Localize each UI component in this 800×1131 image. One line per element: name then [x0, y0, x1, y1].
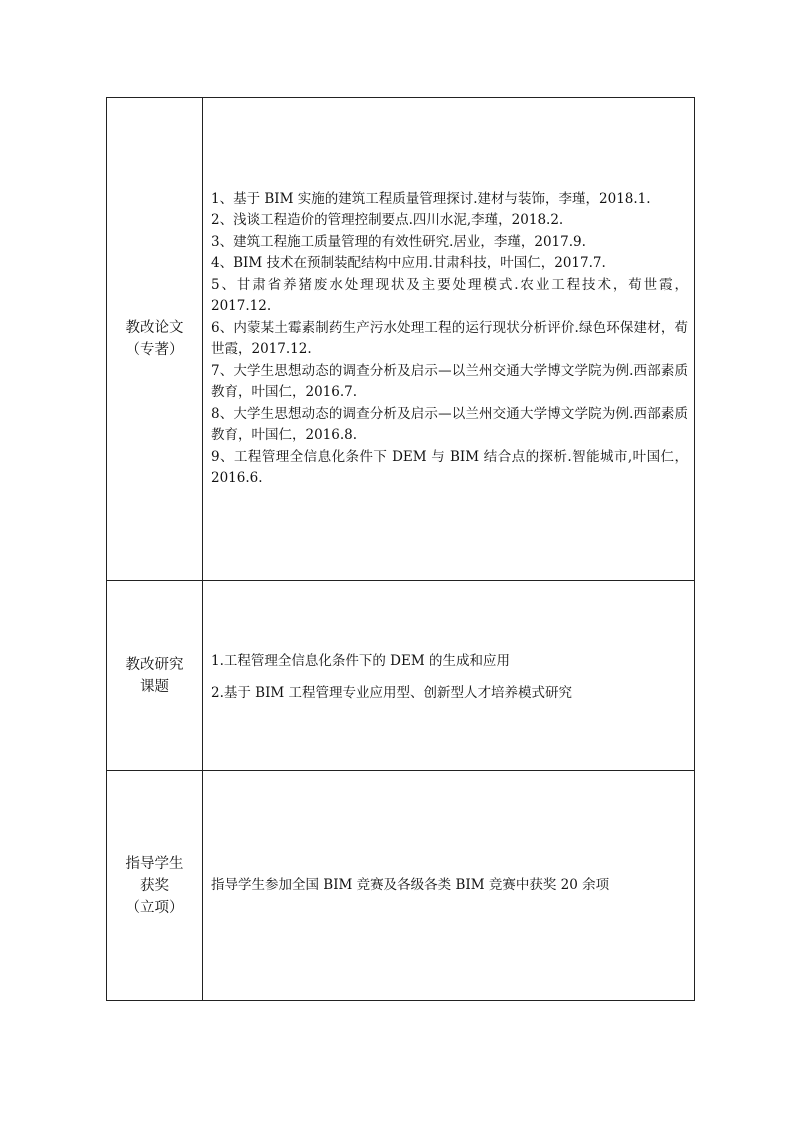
awards-label-line3: （立项）: [125, 899, 184, 916]
paper-item: 5、甘肃省养猪废水处理现状及主要处理模式.农业工程技术，荀世霞，2017.12.: [211, 276, 688, 314]
paper-item: 8、大学生思想动态的调查分析及启示—以兰州交通大学博文学院为例.西部素质教育，叶国仁，2016.8.: [211, 405, 688, 443]
papers-label-line2: （专著）: [125, 342, 184, 358]
awards-label-line2: 获奖: [140, 877, 169, 894]
projects-row: [107, 581, 695, 771]
paper-item: 9、工程管理全信息化条件下 DEM 与 BIM 结合点的探析.智能城市,叶国仁，2016.6.: [211, 448, 688, 486]
papers-label-line1: 教改论文: [125, 320, 184, 336]
projects-label-line1: 教改研究: [125, 656, 184, 673]
project-item: 1.工程管理全信息化条件下的 DEM 的生成和应用: [211, 653, 510, 669]
awards-row: [107, 771, 695, 1001]
papers-content-cell: [203, 98, 695, 581]
paper-item: 2、浅谈工程造价的管理控制要点.四川水泥,李瑾，2018.2.: [211, 212, 564, 228]
paper-item: 3、建筑工程施工质量管理的有效性研究.居业，李瑾，2017.9.: [211, 233, 586, 250]
award-text: 指导学生参加全国 BIM 竞赛及各级各类 BIM 竞赛中获奖 20 余项: [211, 876, 610, 893]
paper-item: 6、内蒙某土霉素制药生产污水处理工程的运行现状分析评价.绿色环保建材，荀世霞，2017.12.: [211, 319, 688, 357]
paper-item: 1、基于 BIM 实施的建筑工程质量管理探讨.建材与装饰，李瑾，2018.1.: [211, 190, 651, 207]
projects-label-line2: 课题: [140, 678, 169, 695]
project-item: 2.基于 BIM 工程管理专业应用型、创新型人才培养模式研究: [211, 684, 573, 701]
paper-item: 4、BIM 技术在预制装配结构中应用.甘肃科技，叶国仁，2017.7.: [211, 255, 606, 271]
awards-content-cell: [203, 771, 695, 1001]
projects-content-cell: [203, 581, 695, 771]
papers-label-cell: [107, 98, 203, 581]
paper-item: 7、大学生思想动态的调查分析及启示—以兰州交通大学博文学院为例.西部素质教育，叶国仁，2016.7.: [211, 362, 688, 400]
papers-row: [107, 98, 695, 581]
awards-label-cell: [107, 771, 203, 1001]
achievements-table: [106, 97, 695, 1001]
awards-label-line1: 指导学生: [125, 855, 184, 872]
project-list: [211, 637, 688, 704]
projects-label-cell: [107, 581, 203, 771]
